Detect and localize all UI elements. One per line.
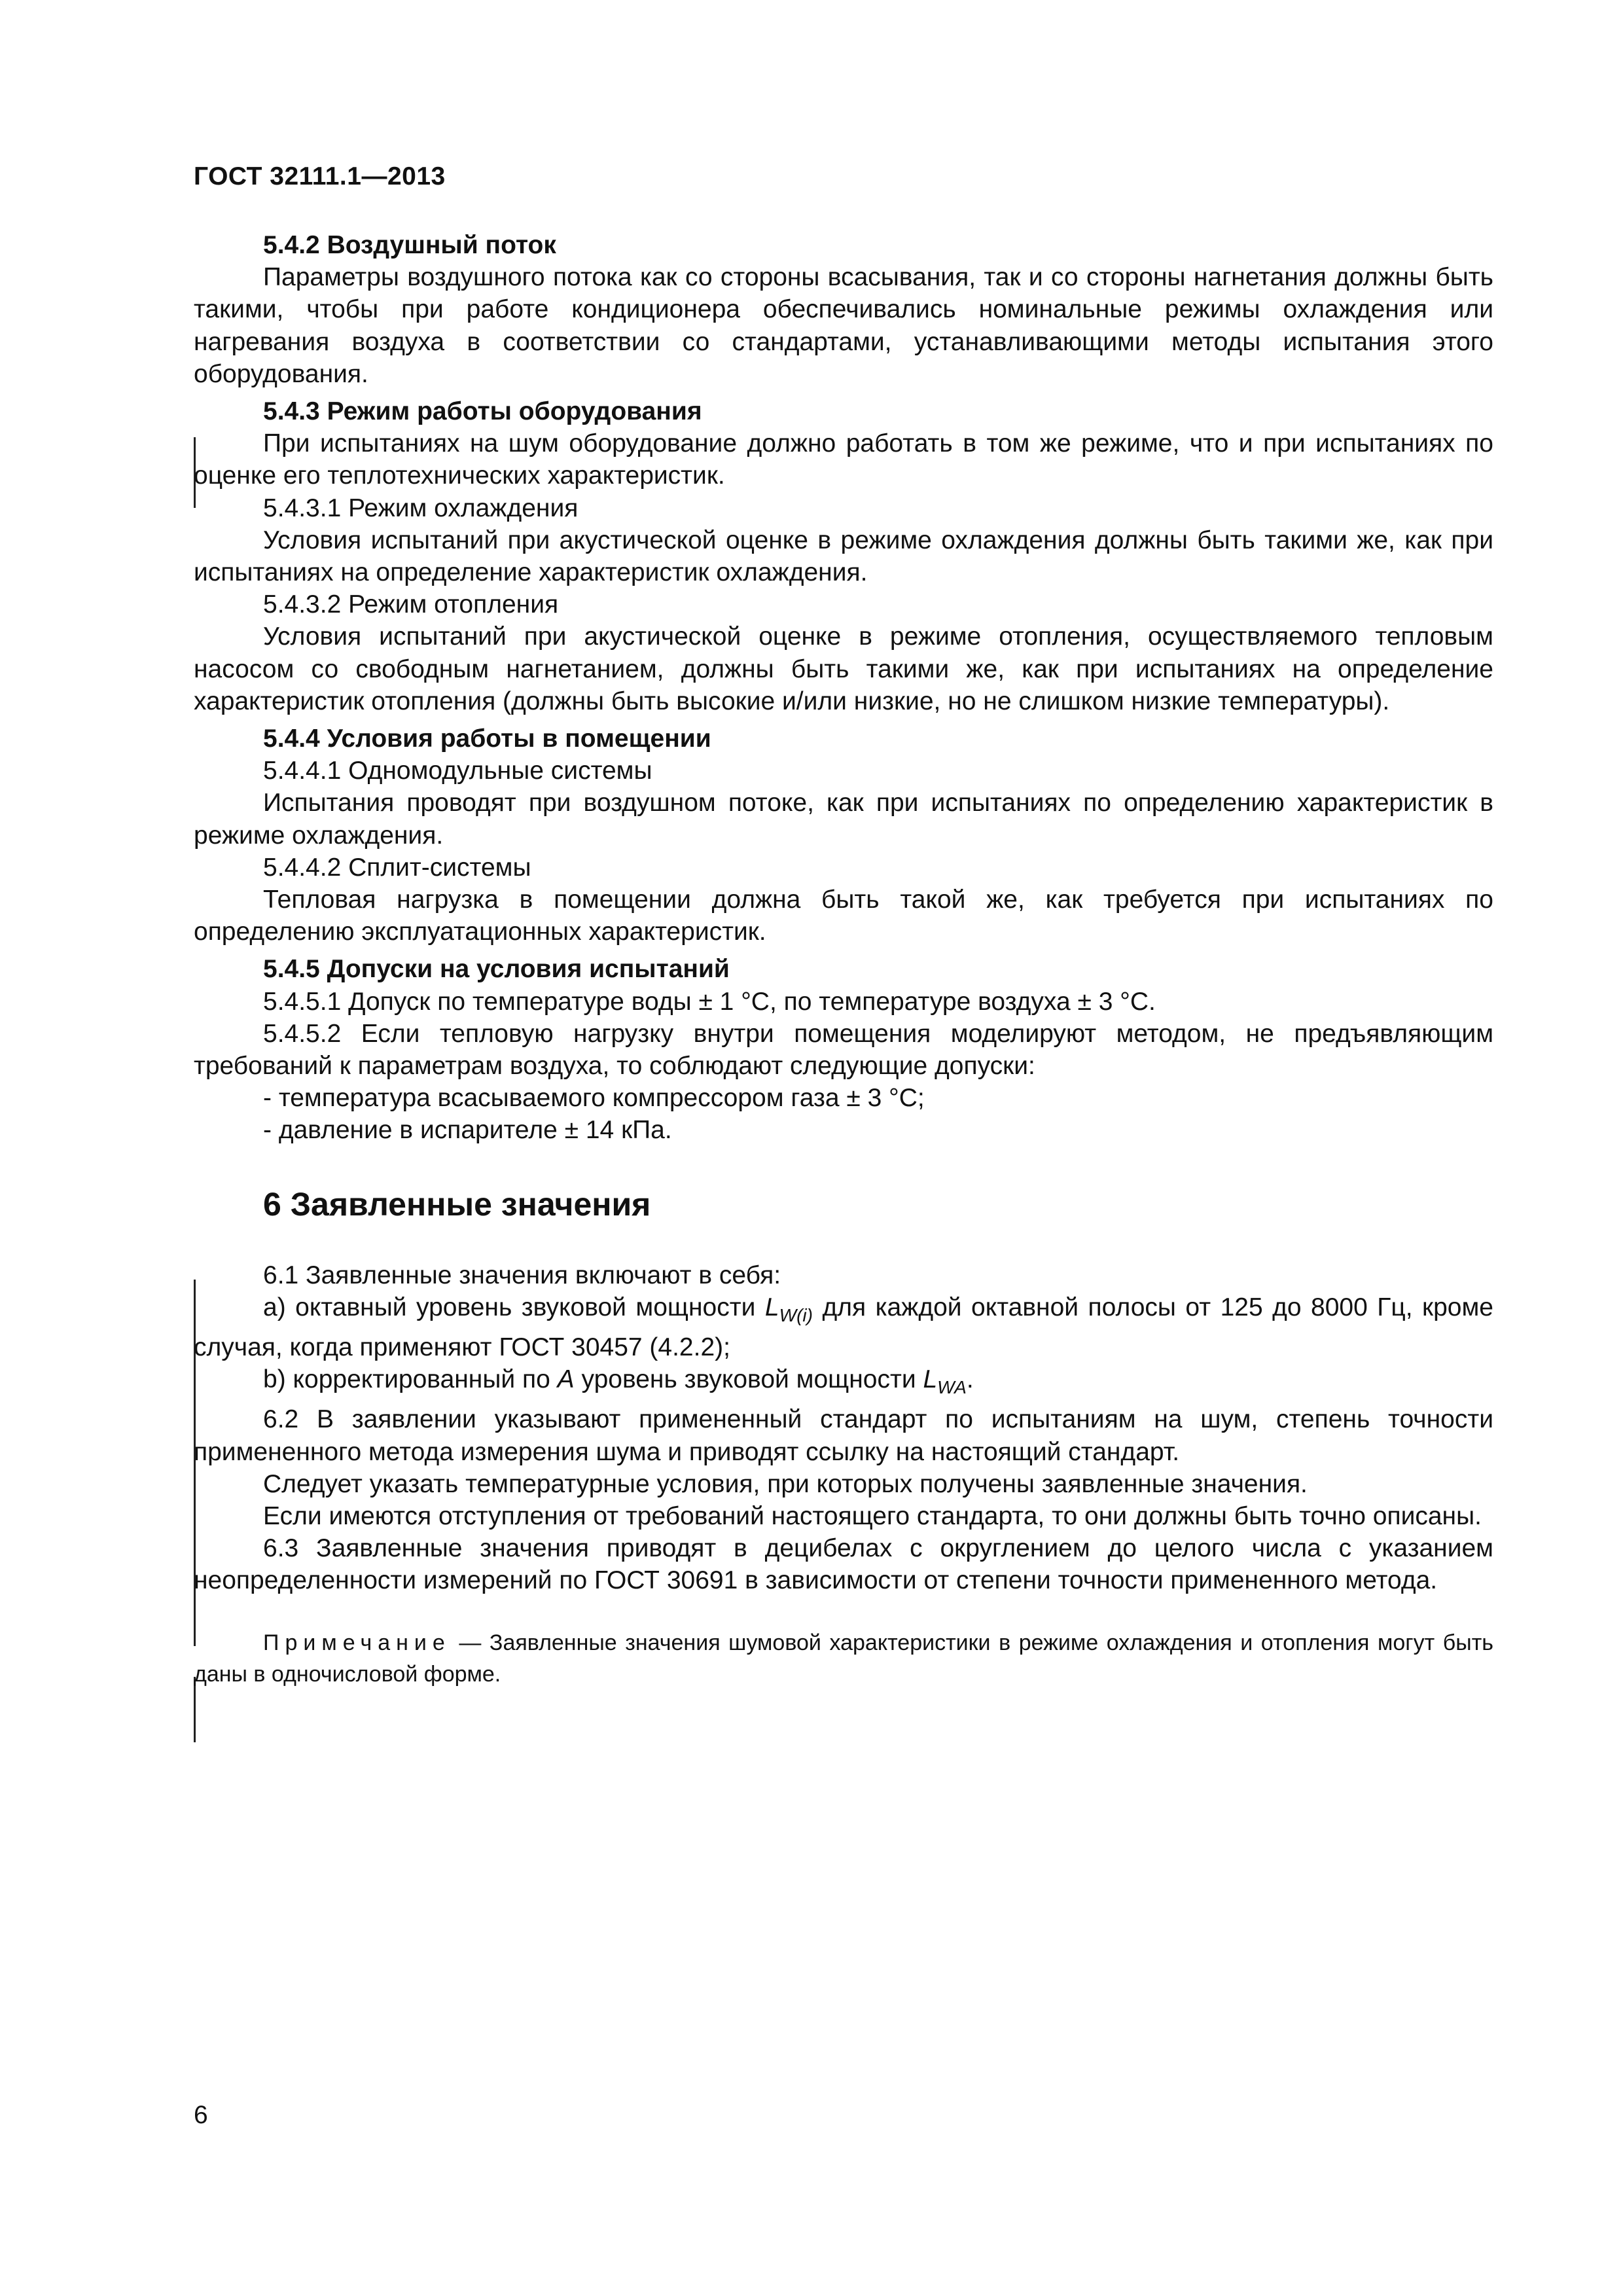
symbol-A: A [557, 1365, 575, 1394]
paragraph: 6.2 В заявлении указывают примененный стандарт по испытаниям на шум, степень точности примененного метода измерения шума и приводят ссылку на настоящий стандарт. [194, 1405, 1493, 1466]
subsection-heading-5-4-4-2: 5.4.4.2 Сплит-системы [263, 853, 531, 882]
section-heading-5-4-3: 5.4.3 Режим работы оборудования [263, 397, 702, 426]
subsection-heading-5-4-3-1: 5.4.3.1 Режим охлаждения [263, 493, 579, 522]
item-text: . [966, 1365, 974, 1394]
section-heading-5-4-4: 5.4.4 Условия работы в помещении [263, 725, 711, 753]
document-header: ГОСТ 32111.1—2013 [194, 162, 446, 190]
document-body [194, 229, 1493, 1690]
symbol-L: L [764, 1293, 779, 1321]
note-text: — Заявленные значения шумовой характеристики в режиме охлаждения и отопления могут быть даны в одночисловой форме. [194, 1630, 1493, 1687]
paragraph: Условия испытаний при акустической оценке в режиме охлаждения должны быть такими же, как при испытаниях на определение характеристик охлаждения. [194, 526, 1493, 587]
symbol-subscript: W(i) [779, 1304, 813, 1325]
paragraph: Испытания проводят при воздушном потоке, как при испытаниях по определению характеристик в режиме охлаждения. [194, 789, 1493, 850]
paragraph: Условия испытаний при акустической оценке в режиме отопления, осуществляемого тепловым насосом со свободным нагнетанием, должны быть такими же, как при испытаниях на определение характеристик отопления (должны быть высокие и/или низкие, но не слишком низкие температуры). [194, 622, 1493, 715]
paragraph: 6.3 Заявленные значения приводят в децибелах с округлением до целого числа с указанием неопределенности измерений по ГОСТ 30691 в зависимости от степени точности примененного метода. [194, 1534, 1493, 1595]
paragraph: 5.4.5.2 Если тепловую нагрузку внутри помещения моделируют методом, не предъявляющим требований к параметрам воздуха, то соблюдают следующие допуски: [194, 1019, 1493, 1081]
note [194, 1627, 1493, 1690]
subsection-heading-5-4-3-2: 5.4.3.2 Режим отопления [263, 590, 559, 619]
symbol-subscript: WA [937, 1377, 967, 1398]
paragraph: Тепловая нагрузка в помещении должна быть такой же, как требуется при испытаниях по определению эксплуатационных характеристик. [194, 886, 1493, 946]
note-label: Примечание [263, 1630, 451, 1655]
symbol-L: L [923, 1365, 938, 1394]
paragraph: 6.1 Заявленные значения включают в себя: [263, 1261, 781, 1289]
paragraph: При испытаниях на шум оборудование должно работать в том же режиме, что и при испытаниях по оценке его теплотехнических характеристик. [194, 429, 1493, 490]
list-item-a [194, 1291, 1493, 1363]
item-text: а) октавный уровень звуковой мощности [263, 1293, 765, 1321]
list-item-b [194, 1363, 1493, 1403]
section-heading-5-4-5: 5.4.5 Допуски на условия испытаний [263, 955, 730, 984]
section-title-6: 6 Заявленные значения [263, 1185, 651, 1223]
paragraph: 5.4.5.1 Допуск по температуре воды ± 1 °С, по температуре воздуха ± 3 °С. [263, 987, 1156, 1016]
subsection-heading-5-4-4-1: 5.4.4.1 Одномодульные системы [263, 757, 652, 785]
paragraph: Параметры воздушного потока как со стороны всасывания, так и со стороны нагнетания должны быть такими, чтобы при работе кондиционера обеспечивались номинальные режимы охлаждения или нагревания воздуха в соответствии со стандартами, устанавливающими методы испытания этого оборудования. [194, 263, 1493, 388]
list-item: - давление в испарителе ± 14 кПа. [263, 1116, 672, 1145]
item-text: уровень звуковой мощности [574, 1365, 923, 1394]
paragraph: Если имеются отступления от требований настоящего стандарта, то они должны быть точно описаны. [263, 1502, 1482, 1531]
page-number: 6 [194, 2101, 208, 2129]
item-text: для каждой октавной полосы от 125 до 8000 Гц, кроме случая, когда применяют ГОСТ 30457 (4.2.2); [194, 1293, 1493, 1362]
paragraph: Следует указать температурные условия, при которых получены заявленные значения. [263, 1469, 1308, 1498]
section-heading-5-4-2: 5.4.2 Воздушный поток [263, 231, 556, 259]
list-item: - температура всасываемого компрессором газа ± 3 °С; [263, 1084, 925, 1113]
item-text: b) корректированный по [263, 1365, 558, 1394]
